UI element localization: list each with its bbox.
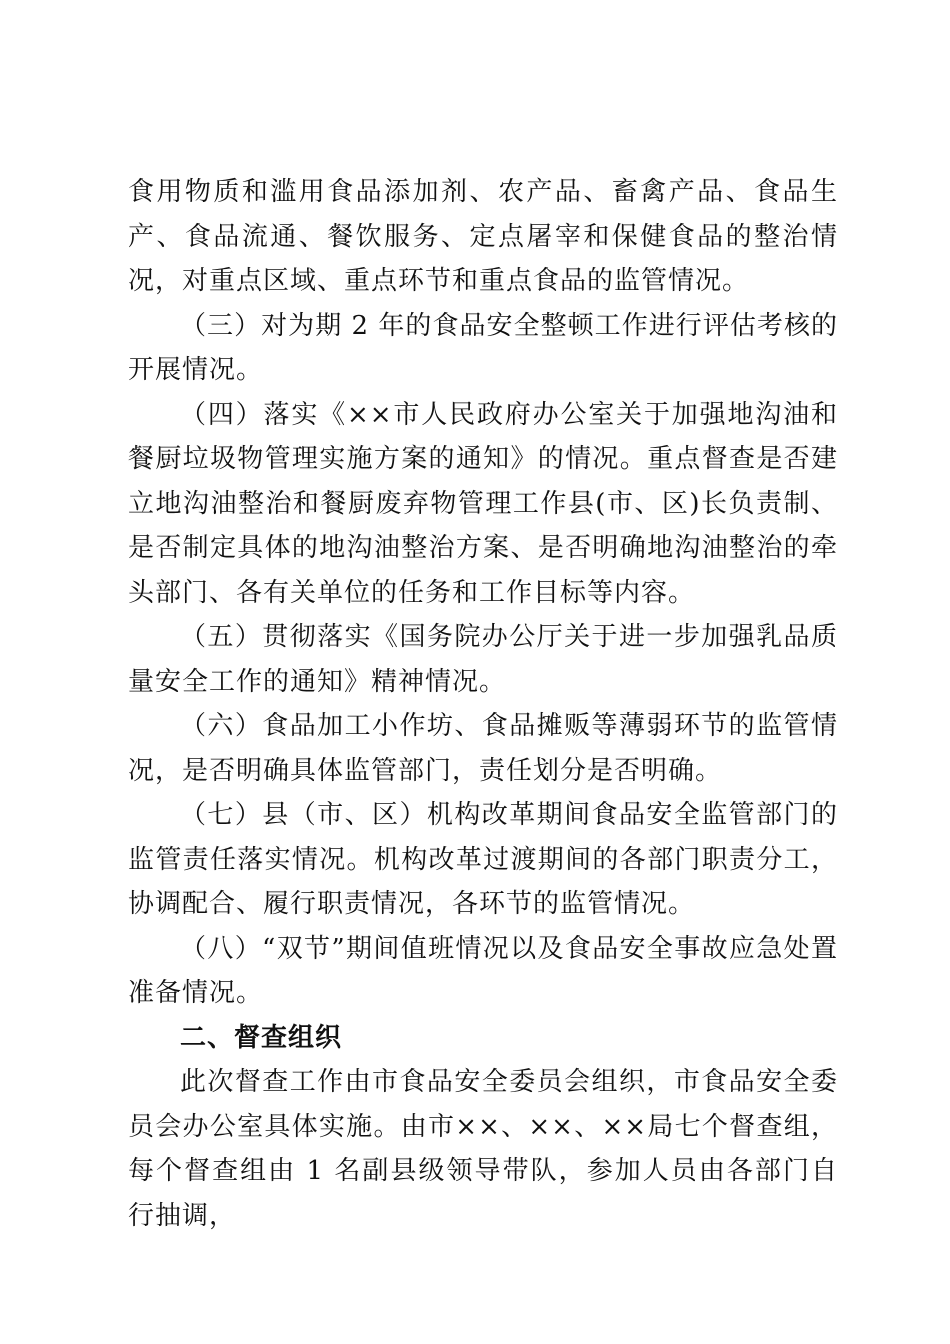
paragraph-item-6: （六）食品加工小作坊、食品摊贩等薄弱环节的监管情况，是否明确具体监管部门，责任划分是否明确。 <box>128 711 838 786</box>
paragraph-continuation: 食用物质和滥用食品添加剂、农产品、畜禽产品、食品生产、食品流通、餐饮服务、定点屠宰和保健食品的整治情况，对重点区域、重点环节和重点食品的监管情况。 <box>128 177 838 296</box>
paragraph-item-7: （七）县（市、区）机构改革期间食品安全监管部门的监管责任落实情况。机构改革过渡期间的各部门职责分工，协调配合、履行职责情况，各环节的监管情况。 <box>128 800 838 919</box>
paragraph-item-8: （八）“双节”期间值班情况以及食品安全事故应急处置准备情况。 <box>128 933 838 1008</box>
document-body <box>128 170 838 1238</box>
section-paragraph: 此次督查工作由市食品安全委员会组织，市食品安全委员会办公室具体实施。由市××、××、××局七个督查组，每个督查组由 1 名副县级领导带队，参加人员由各部门自行抽调， <box>128 1067 838 1231</box>
paragraph-item-3: （三）对为期 2 年的食品安全整顿工作进行评估考核的开展情况。 <box>128 310 838 385</box>
section-heading: 二、督查组织 <box>180 1022 343 1053</box>
paragraph-item-5: （五）贯彻落实《国务院办公厅关于进一步加强乳品质量安全工作的通知》精神情况。 <box>128 622 838 697</box>
paragraph-item-4: （四）落实《××市人民政府办公室关于加强地沟油和餐厨垃圾物管理实施方案的通知》的情况。重点督查是否建立地沟油整治和餐厨废弃物管理工作县(市、区)长负责制、是否制定具体的地沟油整治方案、是否明确地沟油整治的牵头部门、各有关单位的任务和工作目标等内容。 <box>128 399 838 608</box>
